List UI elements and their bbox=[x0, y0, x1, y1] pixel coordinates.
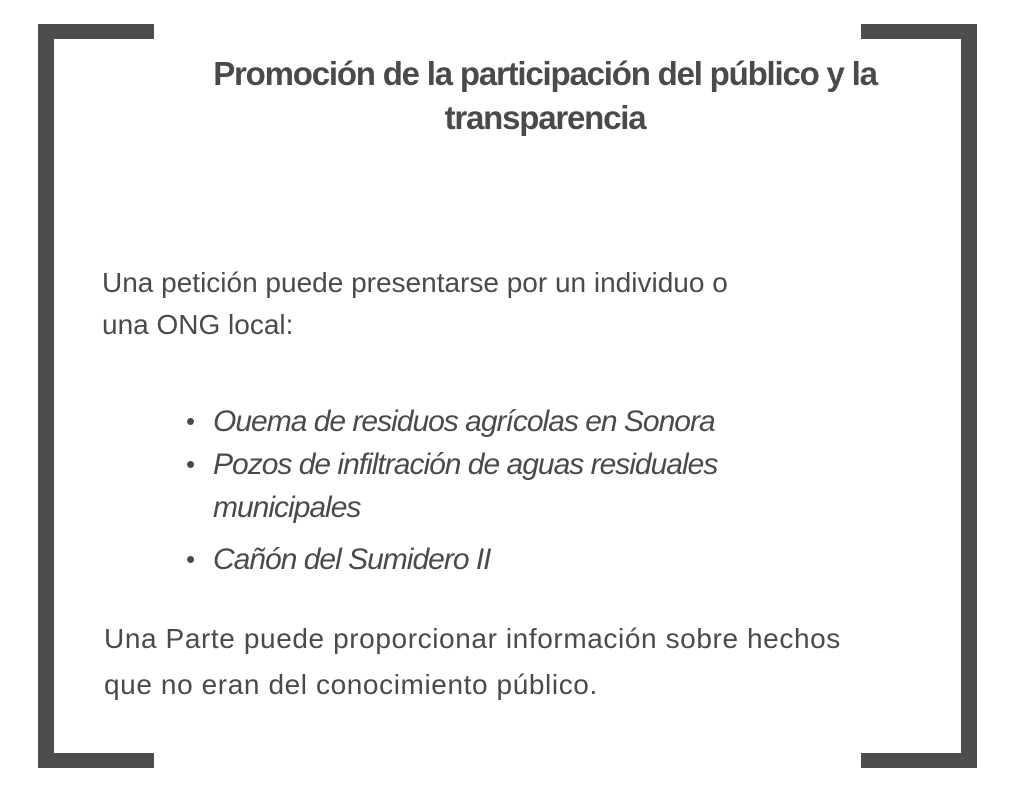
bullet-icon: • bbox=[186, 544, 195, 574]
list-item-text: Ouema de residuos agrícolas en Sonora bbox=[213, 405, 715, 438]
list-item-text: Pozos de infiltración de aguas residuales municipales bbox=[213, 448, 718, 524]
list-item bbox=[186, 443, 866, 529]
petition-examples-list bbox=[186, 400, 866, 581]
list-item-text: Cañón del Sumidero II bbox=[213, 543, 491, 576]
list-item bbox=[186, 538, 866, 581]
bullet-icon: • bbox=[186, 406, 195, 436]
closing-text: Una Parte puede proporcionar información sobre hechos que no eran del conocimiento público. bbox=[104, 623, 841, 700]
slide-title: Promoción de la participación del público y la transparencia bbox=[213, 55, 877, 136]
list-item bbox=[186, 400, 866, 443]
bullet-icon: • bbox=[186, 449, 195, 479]
intro-text: Una petición puede presentarse por un individuo o una ONG local: bbox=[102, 267, 728, 340]
